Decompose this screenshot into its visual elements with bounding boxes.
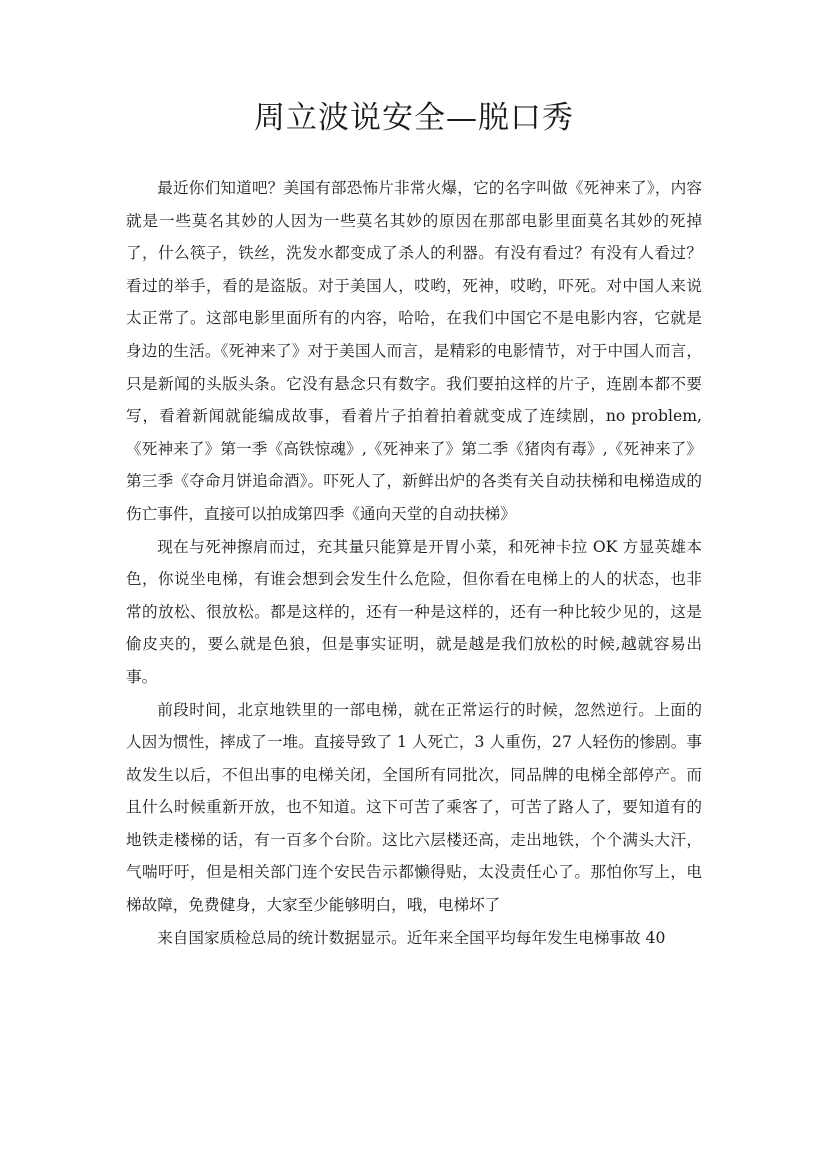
- document-title: 周立波说安全—脱口秀: [254, 100, 574, 136]
- paragraph-2: 现在与死神擦肩而过，充其量只能算是开胃小菜，和死神卡拉 OK 方显英雄本色，你说坐电梯，有谁会想到会发生什么危险，但你看在电梯上的人的状态，也非常的放松、很放松。都是这样的，还有一种是这样的，还有一种比较少见的，这是偷皮夹的，要么就是色狼，但是事实证明，就是越是我们放松的时候,越就容易出事。: [126, 537, 702, 686]
- paragraph-4: 来自国家质检总局的统计数据显示。近年来全国平均每年发生电梯事故 40: [157, 928, 666, 947]
- document-page: [126, 92, 702, 954]
- paragraph-1: 最近你们知道吧？美国有部恐怖片非常火爆，它的名字叫做《死神来了》，内容就是一些莫名其妙的人因为一些莫名其妙的原因在那部电影里面莫名其妙的死掉了，什么筷子，铁丝，洗发水都变成了杀人的利器。有没有看过？有没有人看过？看过的举手，看的是盗版。对于美国人，哎哟，死神，哎哟，吓死。对中国人来说太正常了。这部电影里面所有的内容，哈哈，在我们中国它不是电影内容，它就是身边的生活。《死神来了》对于美国人而言，是精彩的电影情节，对于中国人而言，只是新闻的头版头条。它没有悬念只有数字。我们要拍这样的片子，连剧本都不要写，看着新闻就能编成故事，看着片子拍着拍着就变成了连续剧，no problem,《死神来了》第一季《高铁惊魂》,《死神来了》第二季《猪肉有毒》,《死神来了》第三季《夺命月饼追命酒》。吓死人了，新鲜出炉的各类有关自动扶梯和电梯造成的伤亡事件，直接可以拍成第四季《通向天堂的自动扶梯》: [126, 179, 702, 523]
- paragraph-3: 前段时间，北京地铁里的一部电梯，就在正常运行的时候，忽然逆行。上面的人因为惯性，摔成了一堆。直接导致了 1 人死亡，3 人重伤，27 人轻伤的惨剧。事故发生以后，不但出事的电梯关闭，全国所有同批次，同品牌的电梯全部停产。而且什么时候重新开放，也不知道。这下可苦了乘客了，可苦了路人了，要知道有的地铁走楼梯的话，有一百多个台阶。这比六层楼还高，走出地铁，个个满头大汗，气喘吁吁，但是相关部门连个安民告示都懒得贴，太没责任心了。那怕你写上，电梯故障，免费健身，大家至少能够明白，哦，电梯坏了: [126, 700, 702, 915]
